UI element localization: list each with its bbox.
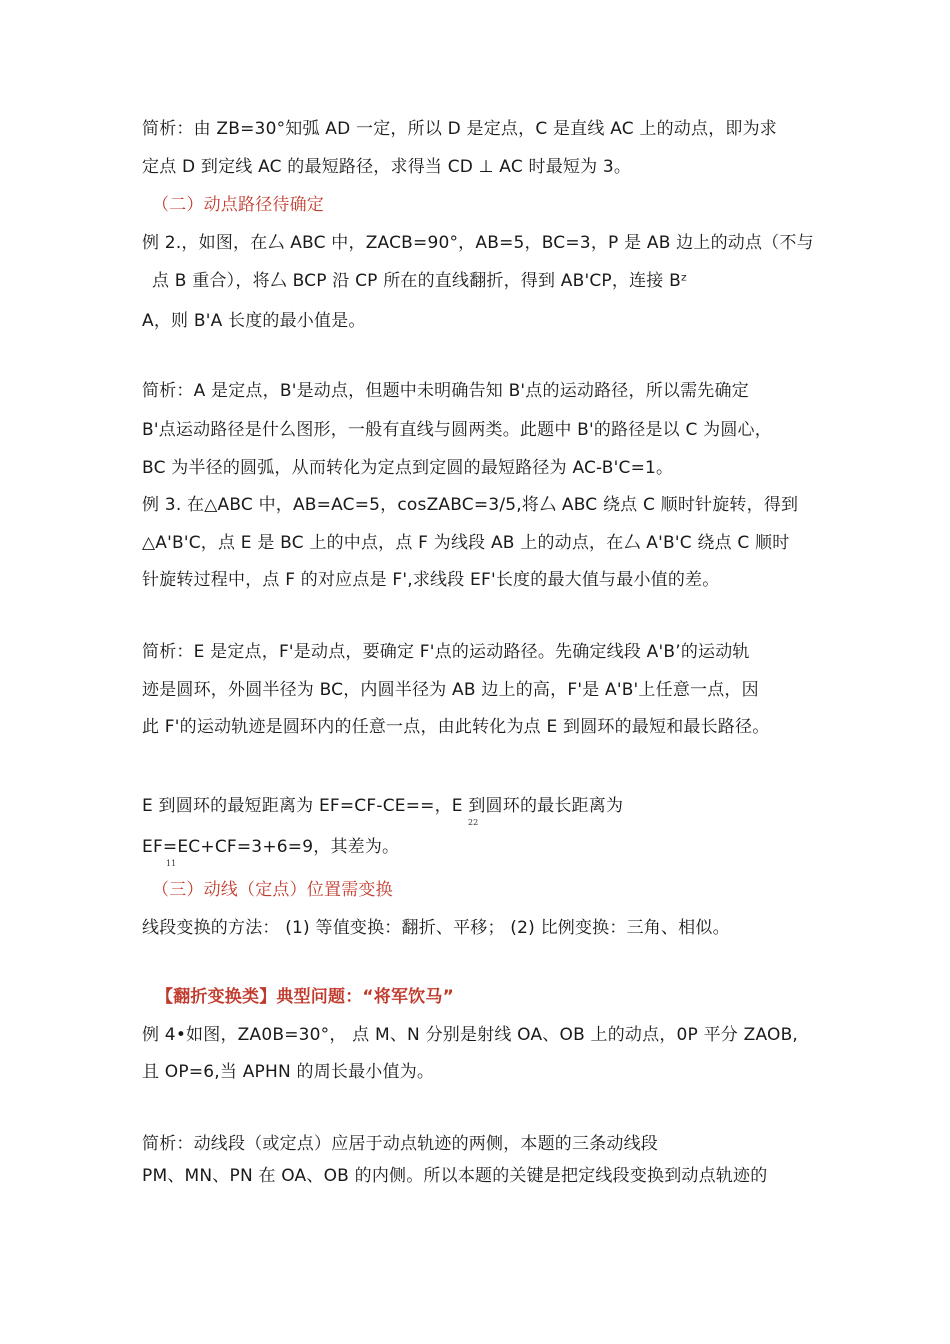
paragraph-line: 简析：由 ZB=30°知弧 AD 一定，所以 D 是定点，C 是直线 AC 上的动点，即为求	[142, 119, 777, 139]
paragraph-line: 简析：动线段（或定点）应居于动点轨迹的两侧，本题的三条动线段	[142, 1134, 658, 1154]
paragraph-line: B'点运动路径是什么图形，一般有直线与圆两类。此题中 B'的路径是以 C 为圆心，	[142, 420, 772, 440]
paragraph-line: 点 B 重合），将厶 BCP 沿 CP 所在的直线翻折，得到 AB'CP，连接 Bᶻ	[152, 271, 688, 291]
paragraph-line: E 到圆环的最短距离为 EF=CF-CE==，E 到圆环的最长距离为	[142, 796, 624, 816]
section-heading: 【翻折变换类】典型问题：“将军饮马”	[156, 987, 454, 1007]
paragraph-line: BC 为半径的圆弧，从而转化为定点到定圆的最短路径为 AC-B'C=1。	[142, 458, 674, 478]
paragraph-line: 简析：A 是定点，B'是动点，但题中未明确告知 B'点的运动路径，所以需先确定	[142, 381, 749, 401]
paragraph-line: 线段变换的方法： (1) 等值变换：翻折、平移； (2) 比例变换：三角、相似。	[142, 918, 730, 938]
subscript-mark: 11	[166, 859, 177, 868]
paragraph-line: △A'B'C，点 E 是 BC 上的中点，点 F 为线段 AB 上的动点，在厶 A'B'C 绕点 C 顺时	[142, 533, 790, 553]
paragraph-line: 例 4•如图，ZA0B=30°， 点 M、N 分别是射线 OA、OB 上的动点，0P 平分 ZAOB,	[142, 1025, 799, 1045]
paragraph-line: EF=EC+CF=3+6=9，其差为。	[142, 837, 400, 857]
paragraph-line: 迹是圆环，外圆半径为 BC，内圆半径为 AB 边上的高，F'是 A'B'上任意一点，因	[142, 680, 759, 700]
paragraph-line: 此 F'的运动轨迹是圆环内的任意一点，由此转化为点 E 到圆环的最短和最长路径。	[142, 717, 770, 737]
paragraph-line: 例 2.，如图，在厶 ABC 中，ZACB=90°，AB=5，BC=3，P 是 AB 边上的动点（不与	[142, 233, 814, 253]
paragraph-line: PM、MN、PN 在 OA、OB 的内侧。所以本题的关键是把定线段变换到动点轨迹的	[142, 1166, 768, 1186]
section-heading: （三）动线（定点）位置需变换	[152, 880, 393, 900]
subscript-mark: 22	[468, 818, 479, 827]
section-heading: （二）动点路径待确定	[152, 195, 324, 215]
paragraph-line: 针旋转过程中，点 F 的对应点是 F',求线段 EF'长度的最大值与最小值的差。	[142, 570, 720, 590]
paragraph-line: A，则 B'A 长度的最小值是。	[142, 311, 366, 331]
paragraph-line: 简析：E 是定点，F'是动点，要确定 F'点的运动路径。先确定线段 A'B’的运动轨	[142, 642, 750, 662]
paragraph-line: 且 OP=6,当 APHN 的周长最小值为。	[142, 1062, 435, 1082]
paragraph-line: 定点 D 到定线 AC 的最短路径，求得当 CD ⊥ AC 时最短为 3。	[142, 157, 632, 177]
paragraph-line: 例 3. 在△ABC 中，AB=AC=5，cosZABC=3/5,将厶 ABC 绕点 C 顺时针旋转，得到	[142, 495, 799, 515]
